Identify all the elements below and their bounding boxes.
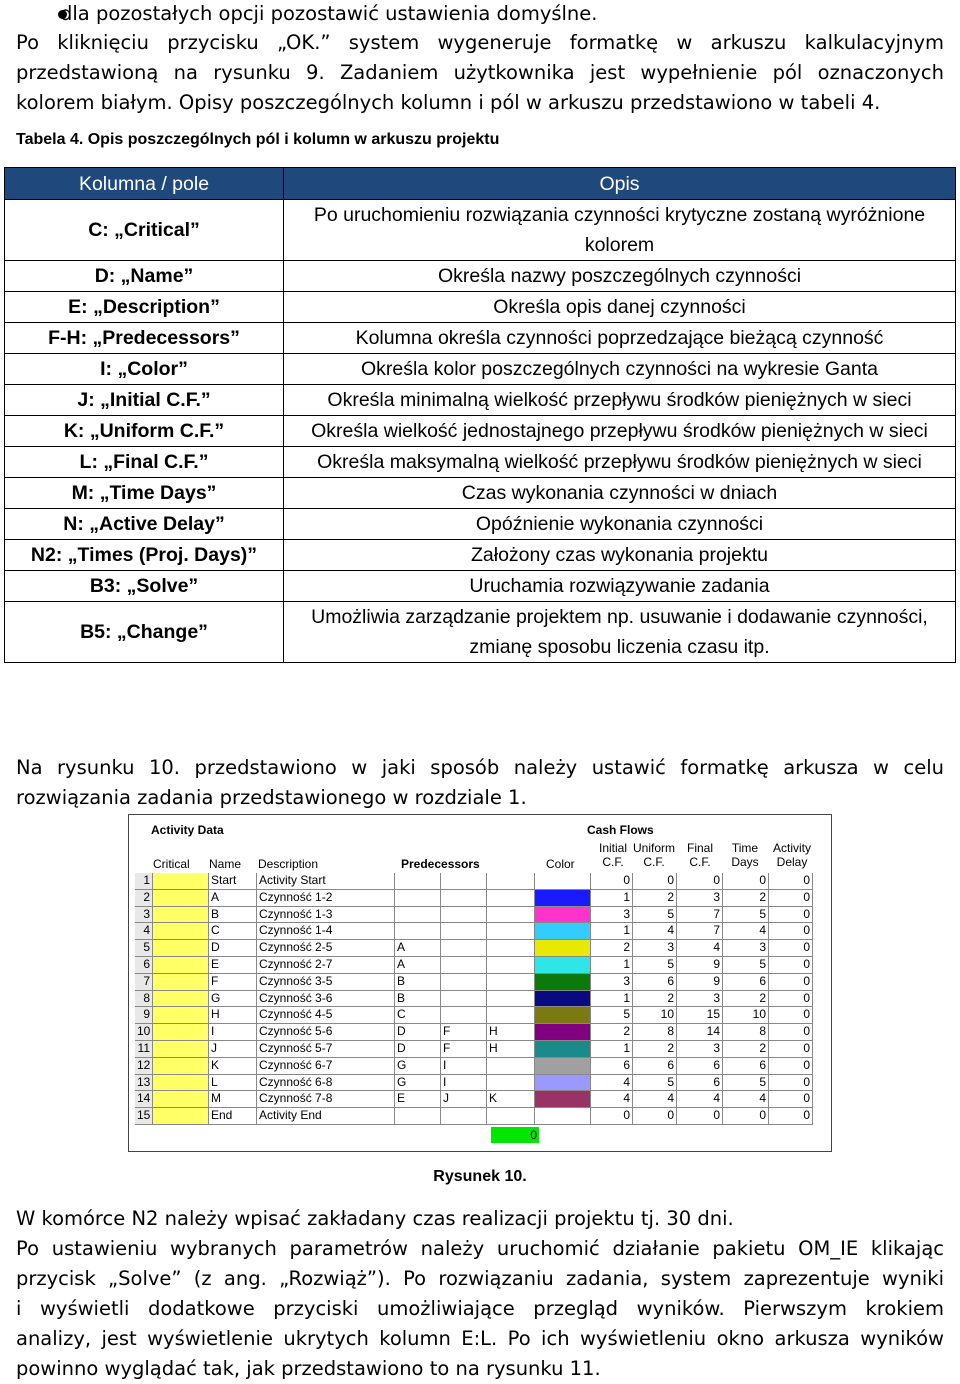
grid-cell: 0	[723, 1108, 769, 1125]
grid-cell: 4	[677, 940, 723, 957]
grid-cell: 0	[769, 940, 813, 957]
grid-cell: 0	[769, 1091, 813, 1108]
critical-cell	[153, 1041, 209, 1058]
table-row	[5, 200, 956, 261]
grid-cell: End	[209, 1108, 257, 1125]
critical-cell	[153, 940, 209, 957]
grid-cell: 3	[677, 991, 723, 1008]
grid-cell: 4	[723, 923, 769, 940]
grid-cell: 0	[591, 1108, 633, 1125]
table-cell-field: F-H: „Predecessors”	[5, 323, 284, 354]
table-row	[5, 354, 956, 385]
table-row	[5, 416, 956, 447]
grid-cell: Czynność 6-8	[257, 1075, 395, 1092]
color-swatch	[535, 1007, 591, 1024]
color-swatch	[535, 957, 591, 974]
grid-cell: Czynność 1-4	[257, 923, 395, 940]
grid-cell: Czynność 5-6	[257, 1024, 395, 1041]
cash-flows-title: Cash Flows	[587, 823, 654, 837]
grid-cell: 0	[769, 907, 813, 924]
grid-cell: 0	[769, 890, 813, 907]
grid-cell: K	[487, 1091, 535, 1108]
row-number: 6	[135, 957, 153, 974]
row-number: 13	[135, 1075, 153, 1092]
grid-cell: 9	[677, 974, 723, 991]
grid-cell: 0	[769, 873, 813, 890]
grid-cell: 6	[633, 1058, 677, 1075]
grid-cell: M	[209, 1091, 257, 1108]
grid-cell: 2	[723, 890, 769, 907]
critical-cell	[153, 1108, 209, 1125]
table-cell-field: M: „Time Days”	[5, 478, 284, 509]
grid-cell: 2	[723, 1041, 769, 1058]
grid-cell: F	[441, 1041, 487, 1058]
grid-cell: 3	[591, 974, 633, 991]
paragraph-line: Po kliknięciu przycisku „OK.” system wygeneruje formatkę w arkuszu kalkulacyjnym	[16, 31, 944, 54]
grid-cell: 8	[723, 1024, 769, 1041]
grid-cell: C	[395, 1007, 441, 1024]
grid-cell: 3	[677, 890, 723, 907]
table-row	[5, 571, 956, 602]
grid-cell: 3	[591, 907, 633, 924]
row-number: 5	[135, 940, 153, 957]
table-cell-field: N2: „Times (Proj. Days)”	[5, 540, 284, 571]
paragraph-line: rozwiązania zadania przedstawionego w rozdziale 1.	[16, 786, 527, 809]
table-cell-field: I: „Color”	[5, 354, 284, 385]
figure-caption: Rysunek 10.	[433, 1168, 527, 1185]
grid-cell: 2	[591, 1024, 633, 1041]
paragraph-line: W komórce N2 należy wpisać zakładany czas realizacji projektu tj. 30 dni.	[16, 1207, 734, 1230]
table-cell-description: Określa wielkość jednostajnego przepływu środków pieniężnych w sieci	[284, 416, 956, 447]
grid-cell: 3	[633, 940, 677, 957]
grid-cell: 0	[633, 1108, 677, 1125]
grid-cell: 0	[677, 873, 723, 890]
critical-cell	[153, 1091, 209, 1108]
grid-cell: Activity End	[257, 1108, 395, 1125]
grid-cell: 2	[633, 1041, 677, 1058]
grid-cell: B	[395, 974, 441, 991]
grid-cell: 7	[677, 907, 723, 924]
grid-cell	[441, 1108, 487, 1125]
row-number: 14	[135, 1091, 153, 1108]
critical-cell	[153, 890, 209, 907]
total-cell: 0	[491, 1127, 539, 1143]
grid-cell	[487, 940, 535, 957]
grid-cell: Czynność 5-7	[257, 1041, 395, 1058]
grid-cell: A	[395, 957, 441, 974]
grid-cell: 8	[633, 1024, 677, 1041]
header-column: Kolumna / pole	[5, 168, 284, 200]
table-row	[5, 447, 956, 478]
row-number: 3	[135, 907, 153, 924]
table-caption: Tabela 4. Opis poszczególnych pól i kolumn w arkuszu projektu	[16, 131, 500, 148]
table-cell-field: N: „Active Delay”	[5, 509, 284, 540]
grid-cell: 0	[769, 1075, 813, 1092]
activity-data-title: Activity Data	[151, 823, 224, 837]
paragraph-line: przedstawioną na rysunku 9. Zadaniem użytkownika jest wypełnienie pól oznaczonych	[16, 61, 944, 84]
table-cell-description: Kolumna określa czynności poprzedzające bieżącą czynność	[284, 323, 956, 354]
grid-cell: 0	[677, 1108, 723, 1125]
grid-cell	[487, 1007, 535, 1024]
grid-cell: 2	[723, 991, 769, 1008]
grid-cell: J	[441, 1091, 487, 1108]
grid-cell: 2	[633, 890, 677, 907]
grid-cell: 3	[723, 940, 769, 957]
grid-cell: B	[395, 991, 441, 1008]
color-swatch	[535, 1091, 591, 1108]
grid-cell: Czynność 1-3	[257, 907, 395, 924]
row-number: 8	[135, 991, 153, 1008]
col-color: Color	[546, 857, 575, 871]
grid-cell: 5	[723, 957, 769, 974]
table-cell-description: Opóźnienie wykonania czynności	[284, 509, 956, 540]
paragraph-line: przycisk „Solve” (z ang. „Rozwiąż”). Po rozwiązaniu zadania, system zaprezentuje wyniki	[16, 1267, 944, 1290]
grid-cell	[487, 1108, 535, 1125]
grid-cell: G	[395, 1075, 441, 1092]
color-swatch	[535, 1041, 591, 1058]
bullet-text: dla pozostałych opcji pozostawić ustawienia domyślne.	[60, 2, 598, 25]
color-swatch	[535, 991, 591, 1008]
grid-cell: 4	[633, 1091, 677, 1108]
grid-cell: Czynność 4-5	[257, 1007, 395, 1024]
table-cell-description: Określa maksymalną wielkość przepływu środków pieniężnych w sieci	[284, 447, 956, 478]
grid-cell: 0	[769, 1058, 813, 1075]
grid-cell: 1	[591, 923, 633, 940]
grid-cell: Czynność 3-5	[257, 974, 395, 991]
row-number: 1	[135, 873, 153, 890]
grid-cell	[441, 923, 487, 940]
row-number: 2	[135, 890, 153, 907]
grid-cell: I	[441, 1075, 487, 1092]
row-number: 9	[135, 1007, 153, 1024]
grid-cell: H	[487, 1024, 535, 1041]
grid-cell	[395, 873, 441, 890]
row-number: 11	[135, 1041, 153, 1058]
grid-cell: 2	[633, 991, 677, 1008]
grid-cell: 5	[723, 1075, 769, 1092]
critical-cell	[153, 1075, 209, 1092]
row-number: 10	[135, 1024, 153, 1041]
grid-cell: Activity Start	[257, 873, 395, 890]
grid-cell: F	[441, 1024, 487, 1041]
col-predecessors: Predecessors	[401, 857, 480, 871]
table-cell-description: Określa opis danej czynności	[284, 292, 956, 323]
grid-cell: D	[395, 1041, 441, 1058]
grid-cell: 0	[769, 974, 813, 991]
grid-cell: L	[209, 1075, 257, 1092]
grid-cell: 6	[677, 1058, 723, 1075]
table-row	[5, 540, 956, 571]
grid-cell: G	[209, 991, 257, 1008]
grid-cell	[487, 974, 535, 991]
grid-cell: 0	[769, 1007, 813, 1024]
table-cell-field: B5: „Change”	[5, 602, 284, 663]
row-number: 7	[135, 974, 153, 991]
grid-cell: 10	[723, 1007, 769, 1024]
grid-cell	[441, 974, 487, 991]
critical-cell	[153, 991, 209, 1008]
grid-cell: 3	[677, 1041, 723, 1058]
table-cell-description: Określa kolor poszczególnych czynności na wykresie Ganta	[284, 354, 956, 385]
grid-cell: Czynność 2-7	[257, 957, 395, 974]
col-initial: Initial C.F.	[598, 841, 627, 869]
table-row	[5, 323, 956, 354]
color-swatch	[535, 1024, 591, 1041]
paragraph-line: powinno wyglądać tak, jak przedstawiono to na rysunku 11.	[16, 1357, 601, 1380]
grid-cell: I	[209, 1024, 257, 1041]
grid-cell	[487, 923, 535, 940]
col-uniform: Uniform C.F.	[632, 841, 675, 869]
critical-cell	[153, 1058, 209, 1075]
grid-cell: 1	[591, 890, 633, 907]
col-activity-delay: Activity Delay	[772, 841, 811, 869]
grid-cell: 7	[677, 923, 723, 940]
color-swatch	[535, 873, 591, 890]
color-swatch	[535, 1108, 591, 1125]
col-time: Time Days	[731, 841, 759, 869]
table-row	[5, 261, 956, 292]
header-description: Opis	[284, 168, 956, 200]
col-final: Final C.F.	[686, 841, 713, 869]
grid-cell: Czynność 7-8	[257, 1091, 395, 1108]
grid-cell	[441, 890, 487, 907]
grid-cell: 4	[723, 1091, 769, 1108]
grid-cell: 5	[591, 1007, 633, 1024]
grid-cell: 6	[591, 1058, 633, 1075]
grid-cell: 4	[591, 1091, 633, 1108]
grid-cell	[441, 907, 487, 924]
grid-cell: 10	[633, 1007, 677, 1024]
critical-cell	[153, 873, 209, 890]
grid-cell: 15	[677, 1007, 723, 1024]
table-cell-description: Po uruchomieniu rozwiązania czynności krytyczne zostaną wyróżnione kolorem	[284, 200, 956, 261]
critical-cell	[153, 907, 209, 924]
grid-cell: B	[209, 907, 257, 924]
grid-cell: 0	[769, 1108, 813, 1125]
grid-cell: 6	[677, 1075, 723, 1092]
col-name: Name	[209, 857, 242, 871]
grid-cell	[395, 1108, 441, 1125]
row-number: 15	[135, 1108, 153, 1125]
paragraph-line: Po ustawieniu wybranych parametrów należy uruchomić działanie pakietu OM_IE klikając	[16, 1237, 944, 1260]
grid-cell	[441, 940, 487, 957]
table-row	[5, 509, 956, 540]
grid-cell: D	[395, 1024, 441, 1041]
grid-cell: E	[395, 1091, 441, 1108]
grid-cell: G	[395, 1058, 441, 1075]
grid-cell: 6	[723, 1058, 769, 1075]
grid-cell: F	[209, 974, 257, 991]
grid-cell: 0	[769, 923, 813, 940]
grid-cell	[487, 1075, 535, 1092]
grid-cell: C	[209, 923, 257, 940]
grid-cell: 5	[633, 957, 677, 974]
grid-cell	[487, 873, 535, 890]
grid-cell: D	[209, 940, 257, 957]
grid-cell: H	[487, 1041, 535, 1058]
col-critical: Critical	[153, 857, 190, 871]
color-swatch	[535, 1058, 591, 1075]
table-cell-description: Założony czas wykonania projektu	[284, 540, 956, 571]
critical-cell	[153, 974, 209, 991]
grid-cell	[441, 957, 487, 974]
paragraph-line: Na rysunku 10. przedstawiono w jaki sposób należy ustawić formatkę arkusza w celu	[16, 756, 944, 779]
col-description: Description	[258, 857, 319, 871]
grid-cell: 1	[591, 1041, 633, 1058]
grid-cell	[487, 991, 535, 1008]
grid-cell	[395, 923, 441, 940]
grid-cell: H	[209, 1007, 257, 1024]
description-table	[4, 167, 956, 663]
grid-cell: 4	[677, 1091, 723, 1108]
grid-cell	[441, 1007, 487, 1024]
grid-cell: 0	[633, 873, 677, 890]
grid-cell: Czynność 2-5	[257, 940, 395, 957]
grid-cell	[487, 907, 535, 924]
row-number: 12	[135, 1058, 153, 1075]
paragraph-line: kolorem białym. Opisy poszczególnych kolumn i pól w arkuszu przedstawiono w tabeli 4.	[16, 91, 881, 114]
grid-cell	[395, 907, 441, 924]
table-cell-field: L: „Final C.F.”	[5, 447, 284, 478]
grid-cell: 9	[677, 957, 723, 974]
grid-cell: 0	[769, 991, 813, 1008]
grid-cell: K	[209, 1058, 257, 1075]
paragraph-line: analizy, jest wyświetlenie ukrytych kolumn E:L. Po ich wyświetleniu okno arkusza wyników	[16, 1327, 944, 1350]
grid-cell: 4	[633, 923, 677, 940]
grid-cell: 14	[677, 1024, 723, 1041]
grid-cell: 6	[723, 974, 769, 991]
grid-cell: 0	[769, 1041, 813, 1058]
paragraph-line: i wyświetli dodatkowe przyciski umożliwiające przegląd wyników. Pierwszym krokiem	[16, 1297, 944, 1320]
grid-cell: I	[441, 1058, 487, 1075]
color-swatch	[535, 1075, 591, 1092]
grid-cell: 0	[769, 957, 813, 974]
grid-cell: 6	[633, 974, 677, 991]
color-swatch	[535, 940, 591, 957]
color-swatch	[535, 974, 591, 991]
critical-cell	[153, 1007, 209, 1024]
table-cell-description: Umożliwia zarządzanie projektem np. usuwanie i dodawanie czynności, zmianę sposobu liczenia czasu itp.	[284, 602, 956, 663]
grid-cell: Czynność 6-7	[257, 1058, 395, 1075]
table-header-row	[5, 168, 956, 200]
grid-cell: 0	[591, 873, 633, 890]
spreadsheet-figure	[128, 814, 832, 1152]
grid-cell: 5	[633, 1075, 677, 1092]
grid-cell	[487, 957, 535, 974]
table-cell-field: D: „Name”	[5, 261, 284, 292]
table-cell-description: Czas wykonania czynności w dniach	[284, 478, 956, 509]
grid-cell: 5	[633, 907, 677, 924]
table-cell-description: Określa minimalną wielkość przepływu środków pieniężnych w sieci	[284, 385, 956, 416]
grid-cell	[487, 890, 535, 907]
table-cell-field: E: „Description”	[5, 292, 284, 323]
table-row	[5, 292, 956, 323]
color-swatch	[535, 923, 591, 940]
critical-cell	[153, 923, 209, 940]
color-swatch	[535, 907, 591, 924]
grid-cell: 2	[591, 940, 633, 957]
critical-cell	[153, 957, 209, 974]
grid-cell: 0	[769, 1024, 813, 1041]
grid-cell: A	[209, 890, 257, 907]
row-number: 4	[135, 923, 153, 940]
table-cell-field: J: „Initial C.F.”	[5, 385, 284, 416]
critical-cell	[153, 1024, 209, 1041]
grid-cell: Czynność 1-2	[257, 890, 395, 907]
table-cell-description: Określa nazwy poszczególnych czynności	[284, 261, 956, 292]
grid-cell	[441, 873, 487, 890]
table-row	[5, 602, 956, 663]
grid-cell: 5	[723, 907, 769, 924]
grid-cell: 4	[591, 1075, 633, 1092]
grid-cell: A	[395, 940, 441, 957]
grid-cell: Czynność 3-6	[257, 991, 395, 1008]
grid-cell: Start	[209, 873, 257, 890]
grid-cell: 0	[723, 873, 769, 890]
grid-cell	[441, 991, 487, 1008]
table-row	[5, 478, 956, 509]
table-cell-field: B3: „Solve”	[5, 571, 284, 602]
table-cell-description: Uruchamia rozwiązywanie zadania	[284, 571, 956, 602]
table-row	[5, 385, 956, 416]
grid-cell	[487, 1058, 535, 1075]
grid-cell: J	[209, 1041, 257, 1058]
table-cell-field: C: „Critical”	[5, 200, 284, 261]
grid-cell	[395, 890, 441, 907]
grid-cell: 1	[591, 991, 633, 1008]
grid-cell: E	[209, 957, 257, 974]
table-cell-field: K: „Uniform C.F.”	[5, 416, 284, 447]
color-swatch	[535, 890, 591, 907]
grid-cell: 1	[591, 957, 633, 974]
